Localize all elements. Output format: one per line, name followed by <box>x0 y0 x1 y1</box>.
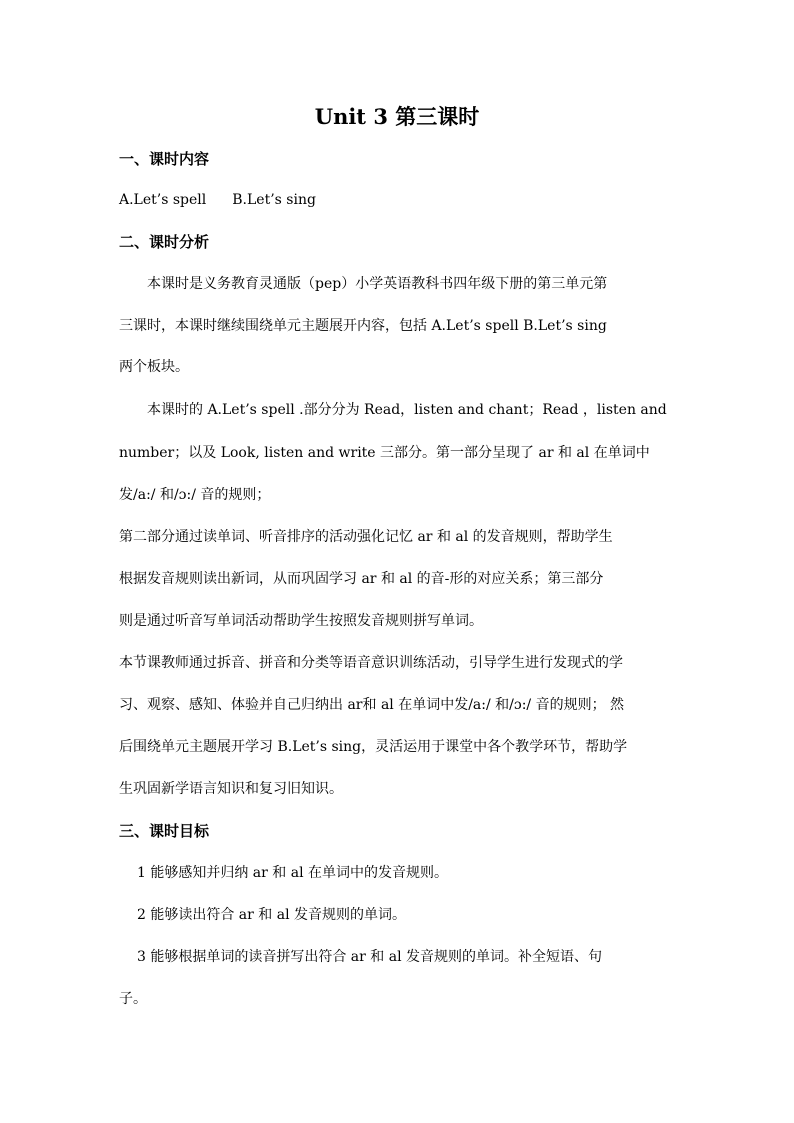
analysis-line-11: 习、观察、感知、体验并自己归纳出 ar和 al 在单词中发/a:/ 和/ɔ:/ 音的规则； 然 <box>119 697 625 713</box>
analysis-line-7: 第二部分通过读单词、听音排序的活动强化记忆 ar 和 al 的发音规则，帮助学生 <box>119 529 613 545</box>
analysis-line-13: 生巩固新学语言知识和复习旧知识。 <box>119 781 343 797</box>
analysis-line-4: 本课时的 A.Let’s spell .部分分为 Read，listen and chant；Read ，listen and <box>147 402 667 418</box>
analysis-line-3: 两个板块。 <box>119 359 189 375</box>
section-heading-analysis: 二、课时分析 <box>119 233 210 251</box>
analysis-line-10: 本节课教师通过拆音、拼音和分类等语音意识训练活动，引导学生进行发现式的学 <box>119 655 623 671</box>
analysis-line-1: 本课时是义务教育灵通版（pep）小学英语教科书四年级下册的第三单元第 <box>147 276 608 292</box>
document-title: Unit 3 第三课时 <box>314 104 480 129</box>
analysis-line-5: number；以及 Look, listen and write 三部分。第一部分呈现了 ar 和 al 在单词中 <box>119 445 650 461</box>
analysis-line-6: 发/a:/ 和/ɔ:/ 音的规则； <box>119 487 271 503</box>
analysis-line-9: 则是通过听音写单词活动帮助学生按照发音规则拼写单词。 <box>119 613 483 629</box>
objective-1: 1 能够感知并归纳 ar 和 al 在单词中的发音规则。 <box>137 865 449 881</box>
section-heading-objectives: 三、课时目标 <box>119 822 210 840</box>
objective-2: 2 能够读出符合 ar 和 al 发音规则的单词。 <box>137 907 407 923</box>
lesson-content-line <box>119 189 316 211</box>
objective-3: 3 能够根据单词的读音拼写出符合 ar 和 al 发音规则的单词。补全短语、句 <box>137 949 603 965</box>
analysis-line-2: 三课时，本课时继续围绕单元主题展开内容，包括 A.Let’s spell B.Let’s sing <box>119 318 607 334</box>
objective-3-continuation: 子。 <box>119 991 147 1007</box>
lesson-item-a: A.Let’s spell <box>119 192 207 208</box>
lesson-item-b: B.Let’s sing <box>232 192 316 208</box>
analysis-line-12: 后围绕单元主题展开学习 B.Let’s sing，灵活运用于课堂中各个教学环节，帮助学 <box>119 739 628 755</box>
section-heading-content: 一、课时内容 <box>119 150 210 168</box>
analysis-line-8: 根据发音规则读出新词，从而巩固学习 ar 和 al 的音-形的对应关系；第三部分 <box>119 571 604 587</box>
